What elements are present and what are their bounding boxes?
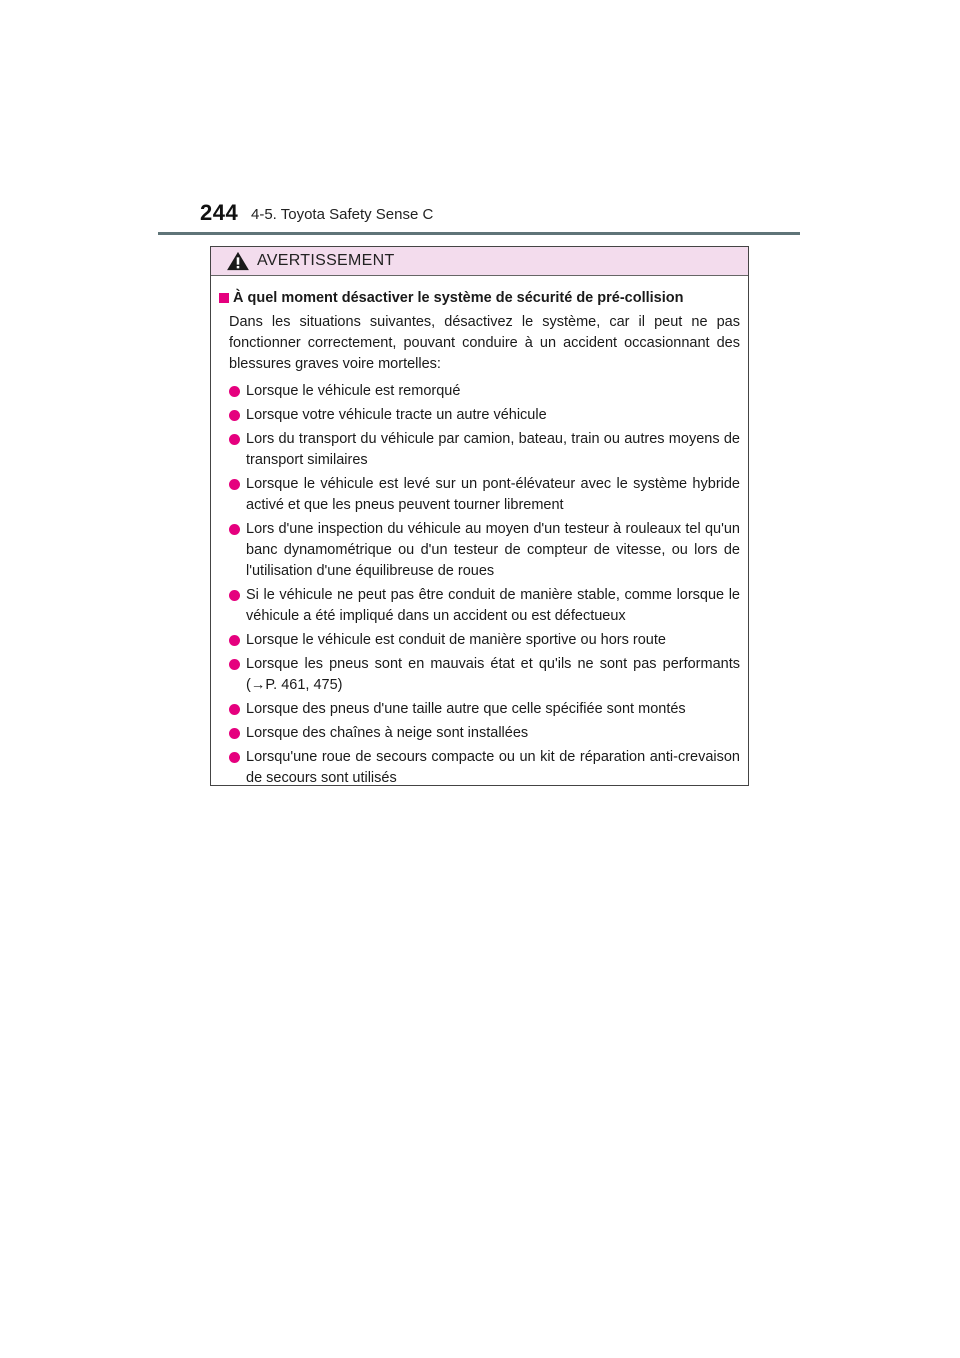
list-item-text: Lorsque les pneus sont en mauvais état et qu'ils ne sont pas performants (→P. 461, 475) — [246, 656, 740, 693]
warning-intro: Dans les situations suivantes, désactivez le système, car il peut ne pas fonctionner correctement, pouvant conduire à un accident occasionnant des blessures graves voire mortelles: — [229, 314, 740, 372]
list-item — [219, 405, 740, 426]
round-bullet-icon — [229, 752, 240, 763]
list-item-text: Lorsque des chaînes à neige sont installées — [246, 725, 529, 741]
round-bullet-icon — [229, 659, 240, 670]
round-bullet-icon — [229, 728, 240, 739]
warning-heading-text: À quel moment désactiver le système de sécurité de pré-collision — [233, 290, 684, 306]
round-bullet-icon — [229, 524, 240, 535]
list-item-text: Lors du transport du véhicule par camion, bateau, train ou autres moyens de transport similaires — [246, 431, 740, 468]
list-item-text: Lorsque le véhicule est remorqué — [246, 383, 461, 399]
round-bullet-icon — [229, 635, 240, 646]
list-item — [219, 519, 740, 582]
list-item-text: Lorsque le véhicule est conduit de manière sportive ou hors route — [246, 632, 666, 648]
header-rule — [158, 232, 800, 235]
round-bullet-icon — [229, 434, 240, 445]
warning-header — [211, 247, 748, 276]
list-item — [219, 381, 740, 402]
list-item — [219, 429, 740, 471]
list-item-text: Lors d'une inspection du véhicule au moyen d'un testeur à rouleaux tel qu'un banc dynamométrique ou d'un testeur de compteur de vitesse, ou lors de l'utilisation d'une équilibreuse de roues — [246, 521, 740, 579]
list-item — [219, 699, 740, 720]
list-item — [219, 630, 740, 651]
list-item-text: Si le véhicule ne peut pas être conduit de manière stable, comme lorsque le véhicule a été impliqué dans un accident ou est défectueux — [246, 587, 740, 624]
list-item — [219, 654, 740, 696]
warning-heading — [219, 288, 740, 308]
warning-list — [219, 381, 740, 789]
round-bullet-icon — [229, 704, 240, 715]
list-item — [219, 474, 740, 516]
warning-body — [211, 276, 748, 789]
list-item-text: Lorsque des pneus d'une taille autre que celle spécifiée sont montés — [246, 701, 686, 717]
list-item-text: Lorsqu'une roue de secours compacte ou un kit de réparation anti-crevaison de secours sont utilisés — [246, 749, 740, 786]
round-bullet-icon — [229, 410, 240, 421]
section-title: 4-5. Toyota Safety Sense C — [251, 206, 434, 223]
round-bullet-icon — [229, 590, 240, 601]
round-bullet-icon — [229, 479, 240, 490]
warning-box — [210, 246, 749, 786]
list-item — [219, 723, 740, 744]
list-item-text: Lorsque votre véhicule tracte un autre véhicule — [246, 407, 547, 423]
list-item-text: Lorsque le véhicule est levé sur un pont-élévateur avec le système hybride activé et que les pneus peuvent tourner librement — [246, 476, 740, 513]
list-item — [219, 747, 740, 789]
square-bullet-icon — [219, 293, 229, 303]
warning-triangle-icon — [225, 251, 251, 271]
round-bullet-icon — [229, 386, 240, 397]
list-item — [219, 585, 740, 627]
warning-label: AVERTISSEMENT — [257, 252, 395, 269]
page-number: 244 — [200, 200, 239, 225]
